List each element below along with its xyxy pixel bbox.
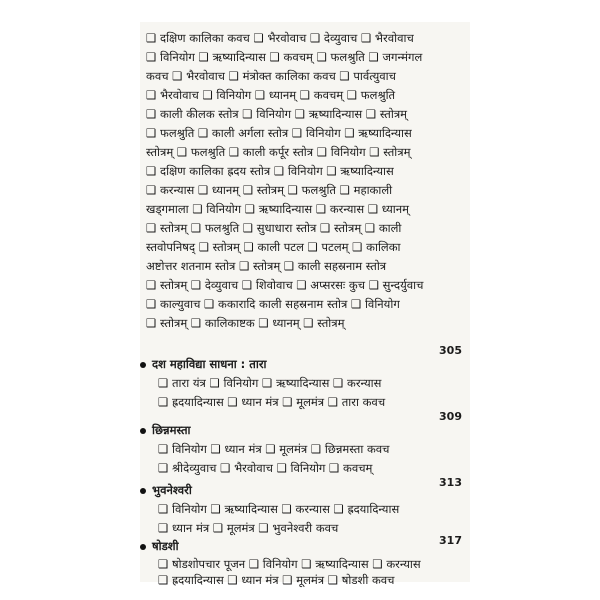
- page-number: 309: [439, 410, 462, 423]
- section-heading: [140, 356, 464, 372]
- page-number: 305: [439, 344, 462, 357]
- toc-line: स्तोत्रम् ❑ फलश्रुति ❑ काली कर्पूर स्तोत्र ❑ विनियोग ❑ स्तोत्रम्: [146, 145, 411, 159]
- toc-line: स्तवोपनिषद् ❑ स्तोत्रम् ❑ काली पटल ❑ पटलम् ❑ कालिका: [146, 240, 401, 254]
- toc-line: ❑ षोडशोपचार पूजन ❑ विनियोग ❑ ऋष्यादिन्यास ❑ करन्यास: [158, 557, 421, 571]
- toc-line: ❑ विनियोग ❑ ऋष्यादिन्यास ❑ कवचम् ❑ फलश्रुति ❑ जगन्मंगल: [146, 50, 423, 64]
- toc-line: ❑ भैरवोवाच ❑ विनियोग ❑ ध्यानम् ❑ कवचम् ❑ फलश्रुति: [146, 88, 396, 102]
- toc-line: ❑ स्तोत्रम् ❑ फलश्रुति ❑ सुधाधारा स्तोत्र ❑ स्तोत्रम् ❑ काली: [146, 221, 402, 235]
- bullet-icon: [140, 428, 146, 434]
- toc-line: ❑ स्तोत्रम् ❑ देव्युवाच ❑ शिवोवाच ❑ अप्सरसः कुच ❑ सुन्दर्युवाच: [146, 278, 424, 292]
- toc-line: ❑ फलश्रुति ❑ काली अर्गला स्तोत्र ❑ विनियोग ❑ ऋष्यादिन्यास: [146, 126, 412, 140]
- toc-line: ❑ दक्षिण कालिका कवच ❑ भैरवोवाच ❑ देव्युवाच ❑ भैरवोवाच: [146, 31, 414, 45]
- toc-line: ❑ ध्यान मंत्र ❑ मूलमंत्र ❑ भुवनेश्वरी कवच: [158, 521, 339, 535]
- book-page: [140, 22, 470, 587]
- toc-line: ❑ दक्षिण कालिका ह्रदय स्तोत्र ❑ विनियोग ❑ ऋष्यादिन्यास: [146, 164, 394, 178]
- section-title: षोडशी: [152, 539, 179, 553]
- toc-line: ❑ विनियोग ❑ ध्यान मंत्र ❑ मूलमंत्र ❑ छिन्नमस्ता कवच: [158, 442, 390, 456]
- toc-line: ❑ करन्यास ❑ ध्यानम् ❑ स्तोत्रम् ❑ फलश्रुति ❑ महाकाली: [146, 183, 393, 197]
- toc-line: ❑ विनियोग ❑ ऋष्यादिन्यास ❑ करन्यास ❑ ह्रदयादिन्यास: [158, 502, 400, 516]
- toc-line: ❑ ह्रदयादिन्यास ❑ ध्यान मंत्र ❑ मूलमंत्र ❑ तारा कवच: [158, 395, 386, 409]
- page-number: 317: [439, 534, 462, 547]
- section-title: दश महाविद्या साधना : तारा: [152, 357, 267, 371]
- bullet-icon: [140, 362, 146, 368]
- toc-line: ❑ काल्युवाच ❑ ककारादि काली सहस्रनाम स्तोत्र ❑ विनियोग: [146, 297, 400, 311]
- toc-line: ❑ स्तोत्रम् ❑ कालिकाष्टक ❑ ध्यानम् ❑ स्तोत्रम्: [146, 316, 345, 330]
- page-number: 313: [439, 476, 462, 489]
- toc-line: ❑ श्रीदेव्युवाच ❑ भैरवोवाच ❑ विनियोग ❑ कवचम्: [158, 461, 373, 475]
- bullet-icon: [140, 488, 146, 494]
- section-title: छिन्नमस्ता: [152, 423, 191, 437]
- toc-line: अष्टोत्तर शतनाम स्तोत्र ❑ स्तोत्रम् ❑ काली सहस्रनाम स्तोत्र: [146, 259, 387, 273]
- toc-line: ❑ ह्रदयादिन्यास ❑ ध्यान मंत्र ❑ मूलमंत्र ❑ षोडशी कवच: [158, 573, 395, 587]
- section-heading: [140, 422, 464, 438]
- toc-line: कवच ❑ भैरवोवाच ❑ मंत्रोक्त कालिका कवच ❑ पार्वत्युवाच: [146, 69, 396, 83]
- section-heading: [140, 482, 464, 498]
- toc-line: खड्गमाला ❑ विनियोग ❑ ऋष्यादिन्यास ❑ करन्यास ❑ ध्यानम्: [146, 202, 410, 216]
- toc-line: ❑ तारा यंत्र ❑ विनियोग ❑ ऋष्यादिन्यास ❑ करन्यास: [158, 376, 382, 390]
- section-heading: [140, 538, 464, 554]
- bullet-icon: [140, 544, 146, 550]
- section-title: भुवनेश्वरी: [152, 483, 192, 497]
- toc-line: ❑ काली कीलक स्तोत्र ❑ विनियोग ❑ ऋष्यादिन्यास ❑ स्तोत्रम्: [146, 107, 408, 121]
